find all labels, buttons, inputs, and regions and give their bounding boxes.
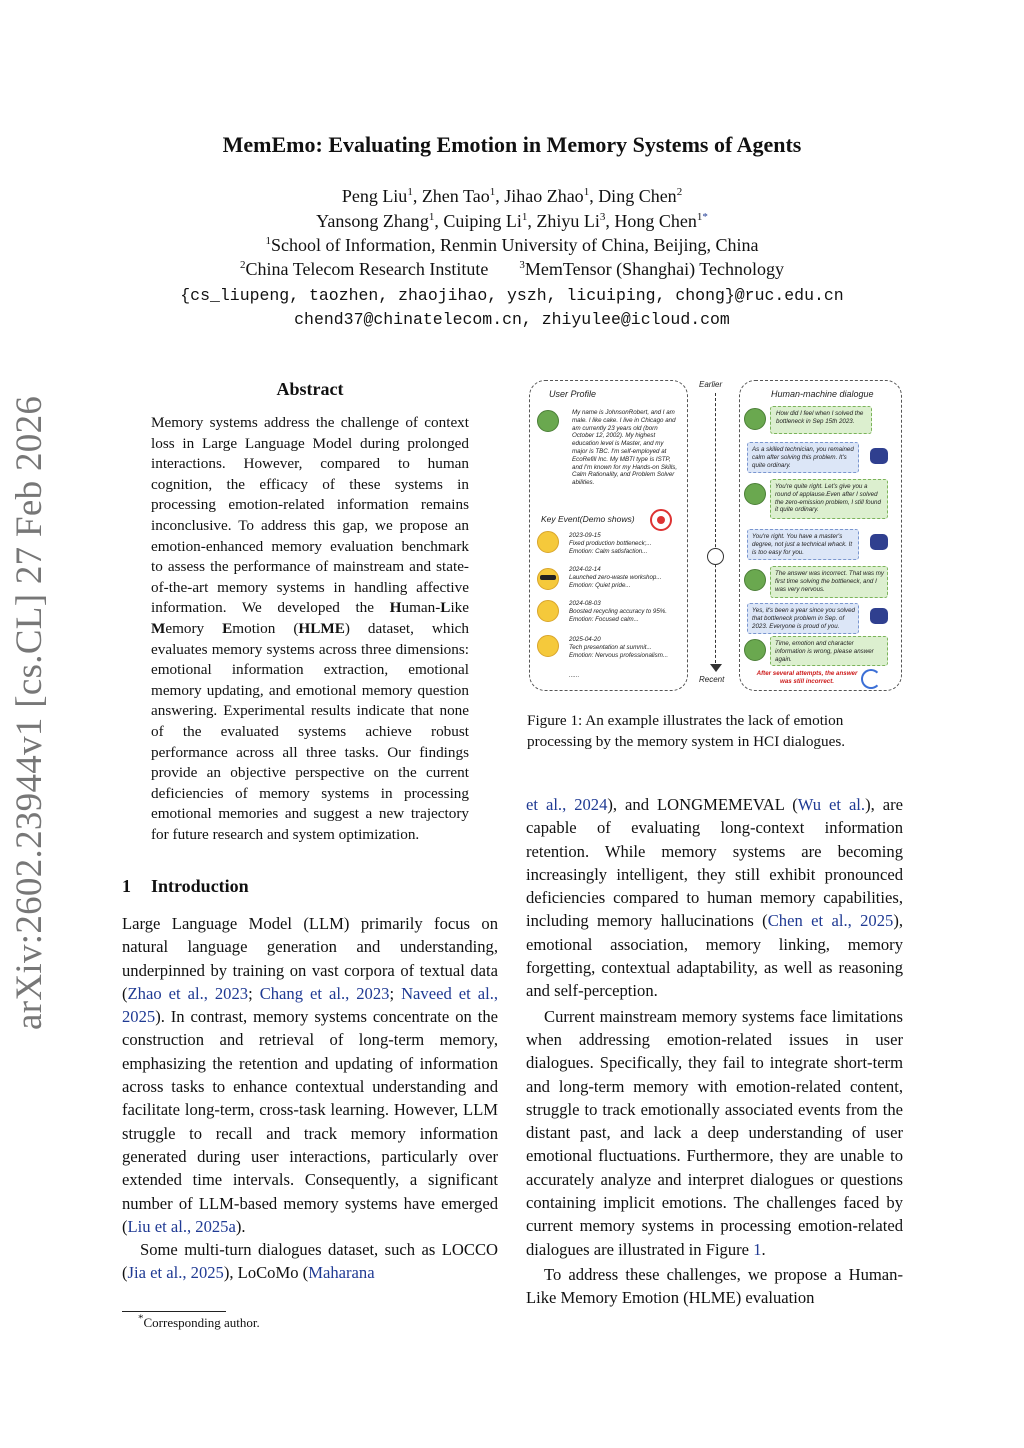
- author-name: Hong Chen: [614, 211, 697, 231]
- event-1: [569, 532, 681, 555]
- citation-link[interactable]: Liu et al., 2025a: [127, 1216, 236, 1236]
- user-profile-title: User Profile: [549, 389, 597, 399]
- dialogue-turn-bot: [747, 603, 859, 634]
- right-paragraph-1: [526, 793, 903, 1003]
- author-affiliation-sup: 2: [676, 186, 683, 198]
- section-heading-introduction: [122, 876, 249, 897]
- affil1-sup: 1: [265, 235, 272, 247]
- event-desc: Launched zero-waste workshop...: [569, 573, 662, 581]
- dialogue-turn-user: [770, 566, 888, 598]
- event-emotion: Emotion: Nervous professionalism...: [569, 651, 669, 659]
- abstract-post: ) dataset, which evaluates memory systems across three dimensions: emotional information extraction, emotional memory updating, and emotional memory question answering. Experimental results indicate that none of the evaluated systems achieve robust performance across all three tasks. Our findings provide an objective perspective on the current deficiencies of memory systems in processing emotional memories and suggest a new trajectory for future research and system optimization.: [151, 619, 469, 843]
- intro-paragraph-2: [122, 1238, 498, 1285]
- author-name: Jihao Zhao: [504, 186, 584, 206]
- timeline-recent: Recent: [699, 675, 725, 684]
- event-desc: Boosted recycling accuracy to 95%.: [569, 607, 668, 615]
- turn-text: The answer was incorrect. That was my first time solving the bottleneck, and I was very nervous.: [775, 570, 885, 593]
- dialogue-turn-bot: [747, 529, 859, 560]
- relieved-face-icon: [537, 600, 559, 622]
- abstract-acronym: HLME: [298, 619, 345, 637]
- event-emotion: Emotion: Calm satisfaction...: [569, 547, 648, 555]
- event-date: 2024-08-03: [569, 600, 601, 607]
- calm-face-icon: [537, 531, 559, 553]
- intro-body-left: [122, 912, 498, 1285]
- event-emotion: Emotion: Focused calm...: [569, 615, 639, 623]
- dialogue-turn-user: [770, 636, 888, 666]
- timeline-arrowhead: [710, 664, 722, 672]
- section-title: Introduction: [151, 876, 249, 896]
- robot-icon: [870, 608, 888, 624]
- turn-text: Yes, it's been a year since you solved that bottleneck problem in Sep. of 2023. Everyone is proud of you.: [752, 607, 855, 630]
- abstract-body: [151, 413, 469, 845]
- turn-text: You're right. You have a master's degree, not just a technical whack. It is too easy for you.: [752, 533, 853, 556]
- event-date: 2025-04-20: [569, 636, 601, 643]
- dataset-word: ike: [450, 599, 469, 617]
- user-avatar-icon: [744, 569, 766, 591]
- dataset-initial: H: [389, 599, 402, 617]
- user-avatar-icon: [537, 410, 559, 432]
- author-affiliation-sup: 1: [428, 211, 435, 223]
- citation-link[interactable]: Chang et al., 2023: [259, 983, 390, 1003]
- dataset-initial: L: [440, 599, 451, 617]
- event-desc: Tech presentation at summit...: [569, 643, 652, 651]
- affil1-text: School of Information, Renmin University of China, Beijing, China: [271, 235, 759, 255]
- abstract-pre: Memory systems address the challenge of context loss in Large Language Model during prolonged interactions. However, compared to human cognition, the efficacy of these systems in processing emotion-related information remains inconclusive. To address this gap, we propose an emotion-enhanced memory evaluation benchmark to assess the performance of mainstream and state-of-the-art memory systems in handling affective information. We developed the: [151, 414, 469, 617]
- text: Some multi-turn dialogues dataset, such as LOCCO (: [122, 1240, 498, 1283]
- text: .: [761, 1239, 766, 1259]
- robot-icon: [870, 448, 888, 464]
- event-desc: Fixed production bottleneck;...: [569, 539, 652, 547]
- event-4: [569, 636, 681, 659]
- final-note: After several attempts, the answer was still incorrect.: [756, 670, 858, 685]
- author-name: Ding Chen: [598, 186, 677, 206]
- dataset-word: motion: [232, 619, 276, 637]
- ellipsis: ......: [569, 672, 580, 679]
- author-affiliation-sup: 3: [599, 211, 606, 223]
- arxiv-identifier: arXiv:2602.23944v1 [cs.CL] 27 Feb 2026: [9, 395, 50, 1030]
- sunglasses-face-icon: [537, 568, 559, 590]
- author-line-1: [0, 186, 1024, 207]
- citation-link[interactable]: et al., 2024: [526, 795, 608, 814]
- user-avatar-icon: [744, 639, 766, 661]
- turn-text: How did I feel when I solved the bottleneck in Sep 15th 2023.: [776, 410, 864, 425]
- intro-body-right: [526, 793, 903, 1310]
- text: ).: [235, 1216, 246, 1236]
- text: ;: [248, 983, 260, 1003]
- affil2-sup: 2: [240, 259, 246, 271]
- event-2: [569, 566, 681, 589]
- dialogue-turn-user: [770, 479, 888, 519]
- email-line-1[interactable]: {cs_liupeng, taozhen, zhaojihao, yszh, licuiping, chong}@ruc.edu.cn: [180, 286, 844, 305]
- crying-face-icon: [537, 635, 559, 657]
- text: ), emotional association, memory linking, memory forgetting, contextual adaptability, as well as reasoning and self-perception.: [526, 911, 903, 1001]
- dataset-word: uman-: [401, 599, 441, 617]
- author-line-2: [0, 211, 1024, 232]
- clock-icon: [707, 548, 724, 565]
- footnote: [138, 1312, 260, 1331]
- author-affiliation-sup: 1: [489, 186, 496, 198]
- citation-link[interactable]: Jia et al., 2025: [127, 1263, 224, 1283]
- author-affiliation-sup: 1: [407, 186, 413, 198]
- dialogue-turn-user: [770, 406, 872, 434]
- turn-text: Time, emotion and character information is wrong, please answer again.: [775, 640, 874, 663]
- author-affiliation-sup: 1: [521, 211, 528, 223]
- dialogue-turn-bot: [747, 442, 859, 473]
- text: To address these challenges, we propose a Human-Like Memory Emotion (HLME) evaluation: [526, 1264, 903, 1308]
- affil3-text: MemTensor (Shanghai) Technology: [524, 259, 784, 279]
- text: ;: [389, 983, 402, 1003]
- event-date: 2023-09-15: [569, 532, 601, 539]
- text: ), LoCoMo (: [223, 1263, 309, 1283]
- timeline-arrow: [715, 393, 716, 668]
- separator: ,: [589, 186, 599, 206]
- text: Large Language Model (LLM) primarily focus on natural language generation and understanding, underpinned by training on vast corpora of textual data (: [122, 914, 498, 1003]
- affil2-text: China Telecom Research Institute: [245, 259, 489, 279]
- abstract-heading: Abstract: [276, 379, 344, 399]
- affil3-sup: 3: [519, 259, 525, 271]
- event-3: [569, 600, 681, 623]
- footnote-mark: *: [138, 1312, 144, 1325]
- user-avatar-icon: [744, 483, 766, 505]
- affiliation-2-3: [0, 259, 1024, 280]
- corresponding-mark[interactable]: *: [702, 211, 708, 223]
- author-name: Cuiping Li: [443, 211, 522, 231]
- right-paragraph-2: [526, 1005, 903, 1261]
- separator: ,: [605, 211, 615, 231]
- author-affiliation-sup: 1: [696, 211, 703, 223]
- separator: ,: [434, 211, 444, 231]
- author-name: Zhen Tao: [421, 186, 490, 206]
- timeline-earlier: Earlier: [699, 380, 723, 389]
- separator: ,: [527, 211, 537, 231]
- author-name: Zhiyu Li: [536, 211, 600, 231]
- paper-title: MemEmo: Evaluating Emotion in Memory Systems of Agents: [222, 132, 802, 157]
- figure-1: [527, 376, 903, 694]
- separator: ,: [495, 186, 505, 206]
- citation-link[interactable]: Naveed et al., 2025: [122, 983, 498, 1027]
- citation-link[interactable]: Maharana: [308, 1263, 375, 1283]
- email-line-2[interactable]: chend37@chinatelecom.cn, zhiyulee@icloud.com: [294, 310, 730, 329]
- dataset-word: emory: [165, 619, 223, 637]
- user-avatar-icon: [744, 408, 766, 430]
- turn-text: As a skilled technician, you remained calm after solving this problem. It's quite ordinary.: [752, 446, 854, 469]
- profile-text: My name is JohnsonRobert, and I am male. I like cake. I live in Chicago and am currently 23 years old (born October 12, 2002). My highest education level is Master, and my major is TBC. I'm self-employed at EcoRefill Inc. My MBTI type is ISTP, and I'm known for my Hands-on Skills, Calm Rationality, and Problem Solver abilities.: [572, 409, 678, 487]
- event-emotion: Emotion: Quiet pride...: [569, 581, 631, 589]
- text: ), are capable of evaluating long-context information retention. While memory systems are becoming increasingly intelligent, they still exhibit pronounced deficiencies compared to human memory capabilities, including memory hallucinations (: [526, 795, 903, 931]
- section-number: 1: [122, 876, 131, 896]
- citation-link[interactable]: Chen et al., 2025: [767, 911, 894, 931]
- event-date: 2024-02-14: [569, 566, 601, 573]
- turn-text: You're quite right. Let's give you a round of applause.Even after I solved the zero-emission problem, I still found it quite ordinary.: [775, 483, 881, 514]
- citation-link[interactable]: Wu et al.: [797, 795, 866, 814]
- intro-paragraph-1: [122, 912, 498, 1238]
- text: ). In contrast, memory systems concentrate on the construction and retrieval of long-term memory, emphasizing the retention and updating of information across tasks to enhance contextual understanding and facilitate long-term, cross-task learning. However, LLM struggle to recall and track memory information generated during user interactions, particularly over extended time intervals. Consequently, a significant number of LLM-based memory systems have emerged (: [122, 1007, 498, 1236]
- author-name: Peng Liu: [341, 186, 408, 206]
- key-event-title: Key Event(Demo shows): [541, 514, 635, 524]
- target-icon: [650, 509, 672, 531]
- affiliation-1: [0, 235, 1024, 256]
- dialogue-title: Human-machine dialogue: [771, 389, 874, 399]
- author-name: Yansong Zhang: [316, 211, 429, 231]
- right-paragraph-3: [526, 1263, 903, 1310]
- refresh-icon: [861, 669, 881, 689]
- text: Current mainstream memory systems face limitations when addressing emotion-related issues in user dialogues. Specifically, they fail to integrate short-term and long-term memory with emotion-related content, struggle to track emotionally associated events from the distant past, and lack a deep understanding of user emotional fluctuations. Furthermore, they are unable to accurately analyze and interpret dialogues or questions containing implicit emotions. The challenges faced by current memory systems in processing emotion-related dialogues are illustrated in Figure: [526, 1006, 903, 1259]
- dataset-initial: E: [222, 619, 233, 637]
- abstract-paren: (: [275, 619, 299, 637]
- text: ), and LONGMEMEVAL (: [607, 795, 798, 814]
- author-affiliation-sup: 1: [583, 186, 590, 198]
- footnote-text: Corresponding author.: [143, 1315, 260, 1330]
- citation-link[interactable]: Zhao et al., 2023: [127, 983, 249, 1003]
- separator: ,: [412, 186, 422, 206]
- figure-link[interactable]: 1: [753, 1239, 762, 1259]
- dataset-initial: M: [151, 619, 166, 637]
- figure-1-caption: Figure 1: An example illustrates the lack of emotion processing by the memory system in HCI dialogues.: [527, 712, 846, 750]
- robot-icon: [870, 534, 888, 550]
